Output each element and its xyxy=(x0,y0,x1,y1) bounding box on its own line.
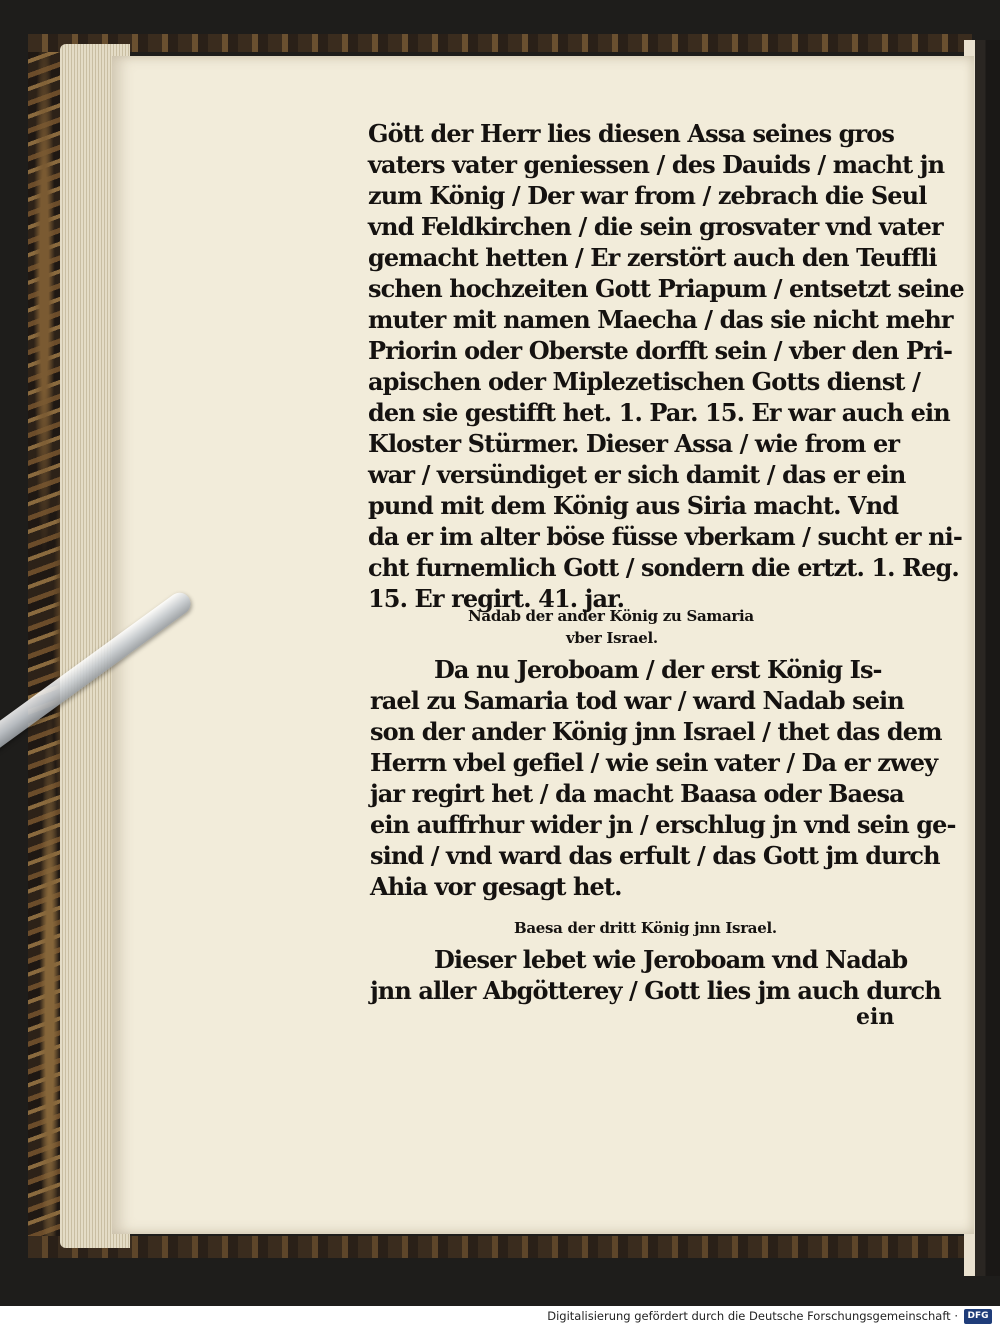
text-line: zum König / Der war from / zebrach die Seul xyxy=(368,181,927,210)
text-line: Da nu Jeroboam / der erst König Is- xyxy=(434,655,882,684)
text-line: 15. Er regirt. 41. jar. xyxy=(368,584,625,613)
text-line: Gött der Herr lies diesen Assa seines gros xyxy=(368,119,894,148)
text-line: gemacht hetten / Er zerstört auch den Teuffli xyxy=(368,243,937,272)
paragraph-2 xyxy=(370,654,956,902)
cover-edge-top xyxy=(28,34,972,52)
section-heading-nadab-line2: vber Israel. xyxy=(566,629,658,647)
paragraph-1 xyxy=(368,118,964,614)
text-line: Kloster Stürmer. Dieser Assa / wie from er xyxy=(368,429,900,458)
text-line: da er im alter böse füsse vberkam / sucht er ni- xyxy=(368,522,962,551)
text-line: Priorin oder Oberste dorfft sein / vber den Pri- xyxy=(368,336,953,365)
text-line: vaters vater geniessen / des Dauids / macht jn xyxy=(368,150,945,179)
catchword: ein xyxy=(856,1004,895,1030)
text-line: Dieser lebet wie Jeroboam vnd Nadab xyxy=(434,945,908,974)
text-line: jar regirt het / da macht Baasa oder Baesa xyxy=(370,779,904,808)
text-line: vnd Feldkirchen / die sein grosvater vnd vater xyxy=(368,212,943,241)
text-line: ein auffrhur wider jn / erschlug jn vnd sein ge- xyxy=(370,810,956,839)
text-line: Herrn vbel gefiel / wie sein vater / Da er zwey xyxy=(370,748,938,777)
section-heading-baesa: Baesa der dritt König jnn Israel. xyxy=(514,919,777,937)
text-line: sind / vnd ward das erfult / das Gott jm durch xyxy=(370,841,940,870)
text-line: rael zu Samaria tod war / ward Nadab sein xyxy=(370,686,904,715)
text-line: schen hochzeiten Gott Priapum / entsetzt seine xyxy=(368,274,964,303)
text-line: son der ander König jnn Israel / thet das dem xyxy=(370,717,942,746)
text-line: jnn aller Abgötterey / Gott lies jm auch durch xyxy=(370,976,941,1005)
text-line: den sie gestifft het. 1. Par. 15. Er war auch ein xyxy=(368,398,950,427)
footer-bar xyxy=(0,1306,1000,1328)
text-line: muter mit namen Maecha / das sie nicht mehr xyxy=(368,305,953,334)
text-line: cht furnemlich Gott / sondern die ertzt. 1. Reg. xyxy=(368,553,959,582)
dfg-logo-icon[interactable]: DFG xyxy=(964,1309,992,1324)
funding-notice: Digitalisierung gefördert durch die Deutsche Forschungsgemeinschaft · xyxy=(547,1309,958,1323)
paragraph-3 xyxy=(370,944,941,1006)
text-line: war / versündiget er sich damit / das er ein xyxy=(368,460,906,489)
text-line: apischen oder Miplezetischen Gotts dienst / xyxy=(368,367,920,396)
section-heading-nadab: Nadab der ander König zu Samaria xyxy=(468,607,754,625)
text-line: pund mit dem König aus Siria macht. Vnd xyxy=(368,491,899,520)
cover-edge-bottom xyxy=(28,1236,972,1258)
text-line: Ahia vor gesagt het. xyxy=(370,872,622,901)
